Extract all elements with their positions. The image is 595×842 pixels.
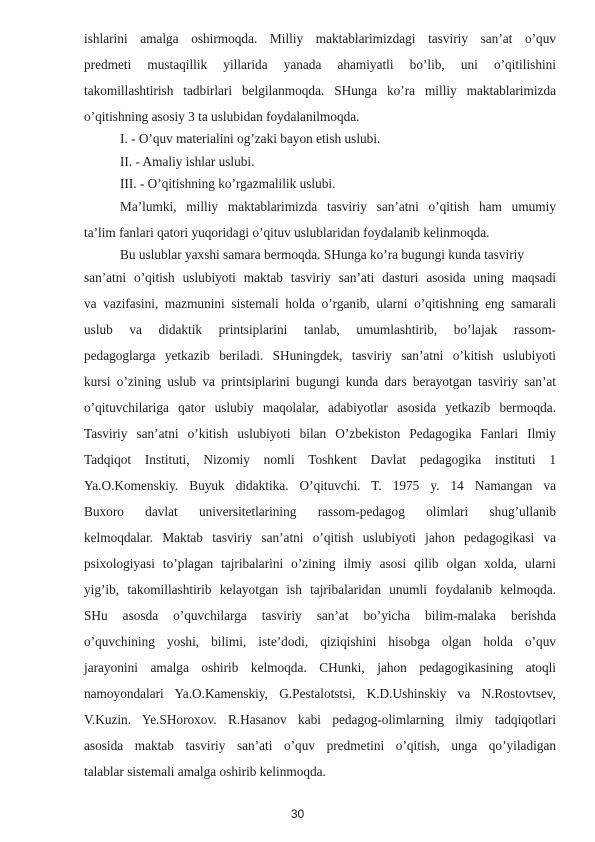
text-line: ishlarini amalga oshirmoqda. Milliy maktablarimizdagi tasviriy san’at o’quv xyxy=(84,31,556,46)
text-line: o’qituvchilariga qator uslubiy maqolalar, adabiyotlar asosida yetkazib bermoqda. xyxy=(84,400,556,415)
list-item: I. - O’quv materialini og’zaki bayon etish uslubi. xyxy=(120,131,381,146)
text-line: Tasviriy san’atni o’kitish uslubiyoti bilan O’zbekiston Pedagogika Fanlari Ilmiy xyxy=(84,426,556,441)
text-line: namoyondalari Ya.O.Kamenskiy, G.Pestalotstsi, K.D.Ushinskiy va N.Rostovtsev, xyxy=(84,686,556,701)
text-line: san’atni o’qitish uslubiyoti maktab tasviriy san’ati dasturi asosida uning maqsadi xyxy=(84,270,556,285)
text-line: Ya.O.Komenskiy. Buyuk didaktika. O’qituvchi. T. 1975 y. 14 Namangan va xyxy=(84,478,556,493)
text-line: asosida maktab tasviriy san’ati o’quv predmetini o’qitish, unga qo’yiladigan xyxy=(84,738,556,753)
text-line: yig’ib, takomillashtirib kelayotgan ish tajribalaridan unumli foydalanib kelmoqda. xyxy=(84,582,556,597)
text-line: SHu asosda o’quvchilarga tasviriy san’at bo’yicha bilim-malaka berishda xyxy=(84,608,556,623)
text-line: predmeti mustaqillik yillarida yanada ahamiyatli bo’lib, uni o’qitilishini xyxy=(84,57,556,72)
text-line: talablar sistemali amalga oshirib kelinmoqda. xyxy=(84,764,326,779)
text-line: V.Kuzin. Ye.SHoroxov. R.Hasanov kabi pedagog-olimlarning ilmiy tadqiqotlari xyxy=(84,712,556,727)
text-line: o’quvchining yoshi, bilimi, iste’dodi, qiziqishini hisobga olgan holda o’quv xyxy=(84,634,556,649)
text-line: takomillashtirish tadbirlari belgilanmoqda. SHunga ko’ra milliy maktablarimizda xyxy=(84,83,556,98)
list-item: III. - O’qitishning ko’rgazmalilik uslubi. xyxy=(120,176,336,191)
text-line: Tadqiqot Instituti, Nizomiy nomli Toshkent Davlat pedagogika instituti 1 xyxy=(84,452,556,467)
text-line: Ma’lumki, milliy maktablarimizda tasviriy san’atni o’qitish ham umumiy xyxy=(120,199,556,214)
text-line: kelmoqdalar. Maktab tasviriy san’atni o’qitish uslubiyoti jahon pedagogikasi va xyxy=(84,530,556,545)
text-line: o’qitishning asosiy 3 ta uslubidan foydalanilmoqda. xyxy=(84,109,360,124)
text-line: jarayonini amalga oshirib kelmoqda. CHunki, jahon pedagogikasining atoqli xyxy=(84,660,556,675)
text-line: uslub va didaktik printsiplarini tanlab, umumlashtirib, bo’lajak rassom- xyxy=(84,322,556,337)
text-line: Buxoro davlat universitetlarining rassom-pedagog olimlari shug’ullanib xyxy=(84,504,556,519)
page-number: 30 xyxy=(290,807,305,821)
text-line: psixologiyasi to’plagan tajribalarini o’zining ilmiy asosi qilib olgan xolda, ularni xyxy=(84,556,556,571)
text-line: ta’lim fanlari qatori yuqoridagi o’qituv uslublaridan foydalanib kelinmoqda. xyxy=(84,225,490,240)
text-line: Bu uslublar yaxshi samara bermoqda. SHunga ko’ra bugungi kunda tasviriy xyxy=(120,247,524,262)
text-line: kursi o’zining uslub va printsiplarini bugungi kunda dars berayotgan tasviriy san’at xyxy=(84,374,556,389)
text-line: va vazifasini, mazmunini sistemali holda o’rganib, ularni o’qitishning eng samarali xyxy=(84,296,556,311)
list-item: II. - Amaliy ishlar uslubi. xyxy=(120,154,255,169)
text-line: pedagoglarga yetkazib beriladi. SHuningdek, tasviriy san’atni o’kitish uslubiyoti xyxy=(84,348,556,363)
